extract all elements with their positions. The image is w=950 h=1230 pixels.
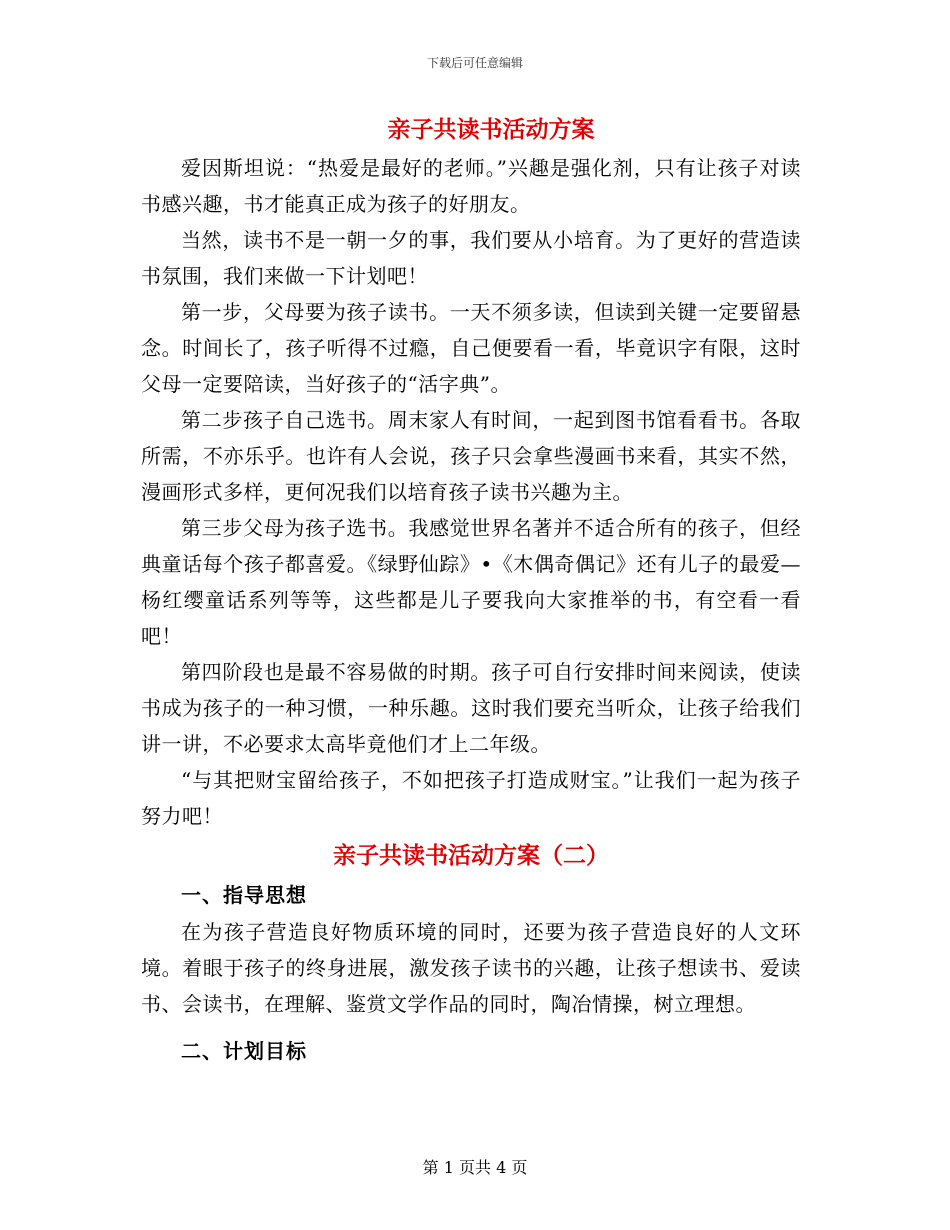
page-header-note: 下载后可任意编辑 — [426, 56, 523, 70]
section-two-title: 亲子共读书活动方案（二） — [333, 842, 609, 869]
paragraph-step-two: 第二步孩子自己选书。周末家人有时间，一起到图书馆看看书。各取所需，不亦乐乎。也许有人会说，孩子只会拿些漫画书来看，其实不然，漫画形式多样，更何况我们以培育孩子读书兴趣为主。 — [141, 408, 801, 504]
paragraph-step-three: 第三步父母为孩子选书。我感觉世界名著并不适合所有的孩子，但经典童话每个孩子都喜爱。《绿野仙踪》•《木偶奇偶记》还有儿子的最爱—杨红缨童话系列等等，这些都是儿子要我向大家推举的书，有空看一看吧！ — [141, 516, 801, 648]
paragraph-step-four: 第四阶段也是最不容易做的时期。孩子可自行安排时间来阅读，使读书成为孩子的一种习惯，一种乐趣。这时我们要充当听众，让孩子给我们讲一讲，不必要求太高毕竟他们才上二年级。 — [141, 660, 801, 756]
paragraph-closing: “与其把财宝留给孩子，不如把孩子打造成财宝。”让我们一起为孩子努力吧！ — [141, 768, 801, 828]
heading-plan-goals: 二、计划目标 — [181, 1039, 307, 1063]
page-footer-number: 第 1 页共 4 页 — [422, 1158, 528, 1177]
document-title: 亲子共读书活动方案 — [387, 116, 595, 143]
paragraph-guiding-ideas: 在为孩子营造良好物质环境的同时，还要为孩子营造良好的人文环境。着眼于孩子的终身进展，激发孩子读书的兴趣，让孩子想读书、爱读书、会读书，在理解、鉴赏文学作品的同时，陶冶情操，树立理想。 — [141, 920, 801, 1016]
paragraph-intro: 爱因斯坦说：“热爱是最好的老师。”兴趣是强化剂，只有让孩子对读书感兴趣，书才能真正成为孩子的好朋友。 — [141, 156, 801, 216]
paragraph-step-one: 第一步，父母要为孩子读书。一天不须多读，但读到关键一定要留悬念。时间长了，孩子听得不过瘾，自己便要看一看，毕竟识字有限，这时父母一定要陪读，当好孩子的“活字典”。 — [141, 300, 801, 396]
document-body — [141, 110, 801, 1070]
paragraph-plan: 当然，读书不是一朝一夕的事，我们要从小培育。为了更好的营造读书氛围，我们来做一下计划吧！ — [141, 228, 801, 288]
heading-guiding-ideas: 一、指导思想 — [181, 883, 307, 907]
